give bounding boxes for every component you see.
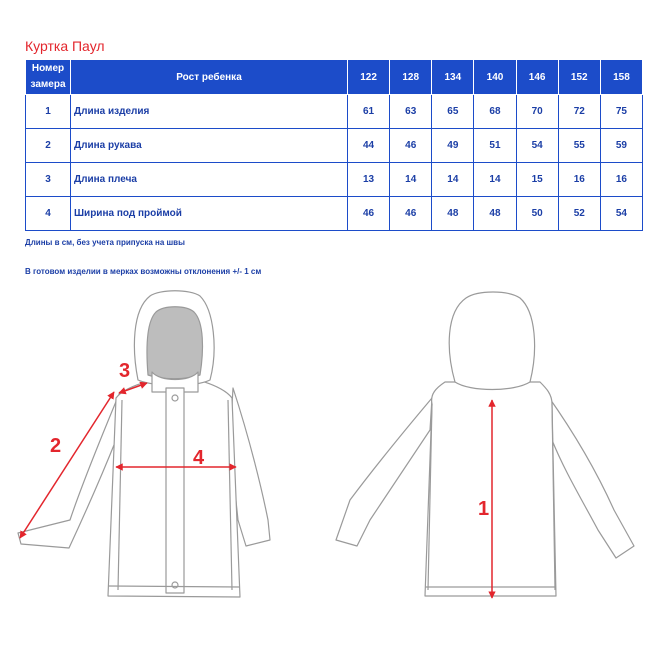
table-cell: 52 (558, 197, 600, 231)
table-cell: 49 (432, 129, 474, 163)
row-measure-name: Длина изделия (71, 95, 348, 129)
table-cell: 14 (390, 163, 432, 197)
back-hood (449, 292, 534, 390)
header-measure-number-line2: замера (30, 79, 66, 90)
table-cell: 48 (474, 197, 516, 231)
units-note: Длины в см, без учета припуска на швы (25, 238, 185, 247)
header-height-158: 158 (600, 60, 642, 95)
header-height-152: 152 (558, 60, 600, 95)
front-placket (166, 388, 184, 593)
row-number: 1 (26, 95, 71, 129)
table-cell: 13 (348, 163, 390, 197)
table-cell: 54 (600, 197, 642, 231)
table-cell: 44 (348, 129, 390, 163)
row-number: 3 (26, 163, 71, 197)
table-cell: 48 (432, 197, 474, 231)
table-cell: 61 (348, 95, 390, 129)
table-cell: 72 (558, 95, 600, 129)
header-height-122: 122 (348, 60, 390, 95)
table-cell: 63 (390, 95, 432, 129)
front-hood-lining (147, 307, 203, 379)
header-height-128: 128 (390, 60, 432, 95)
table-cell: 54 (516, 129, 558, 163)
table-cell: 15 (516, 163, 558, 197)
marker-2: 2 (50, 435, 62, 457)
table-cell: 16 (600, 163, 642, 197)
row-measure-name: Ширина под проймой (71, 197, 348, 231)
snap-button (172, 395, 178, 401)
header-height-134: 134 (432, 60, 474, 95)
front-left-sleeve (18, 392, 120, 548)
table-cell: 14 (432, 163, 474, 197)
table-cell: 46 (348, 197, 390, 231)
row-measure-name: Длина рукава (71, 129, 348, 163)
table-cell: 65 (432, 95, 474, 129)
row-measure-name: Длина плеча (71, 163, 348, 197)
table-cell: 68 (474, 95, 516, 129)
header-height-146: 146 (516, 60, 558, 95)
row-number: 4 (26, 197, 71, 231)
table-cell: 46 (390, 129, 432, 163)
header-child-height: Рост ребенка (71, 60, 348, 95)
marker-4: 4 (193, 447, 205, 469)
row-number: 2 (26, 129, 71, 163)
table-cell: 55 (558, 129, 600, 163)
table-cell: 70 (516, 95, 558, 129)
back-right-sleeve (548, 396, 634, 558)
product-title: Куртка Паул (25, 38, 105, 54)
marker-3: 3 (119, 360, 131, 382)
back-body (425, 382, 556, 596)
header-measure-number-line1: Номер (31, 63, 65, 74)
marker-1: 1 (478, 498, 490, 520)
header-height-140: 140 (474, 60, 516, 95)
back-left-sleeve (336, 398, 432, 546)
table-cell: 75 (600, 95, 642, 129)
jacket-back-view (336, 292, 634, 596)
table-cell: 51 (474, 129, 516, 163)
table-cell: 16 (558, 163, 600, 197)
tolerance-note: В готовом изделии в мерках возможны отклонения +/- 1 см (25, 267, 262, 276)
table-cell: 46 (390, 197, 432, 231)
table-cell: 50 (516, 197, 558, 231)
table-cell: 14 (474, 163, 516, 197)
table-cell: 59 (600, 129, 642, 163)
